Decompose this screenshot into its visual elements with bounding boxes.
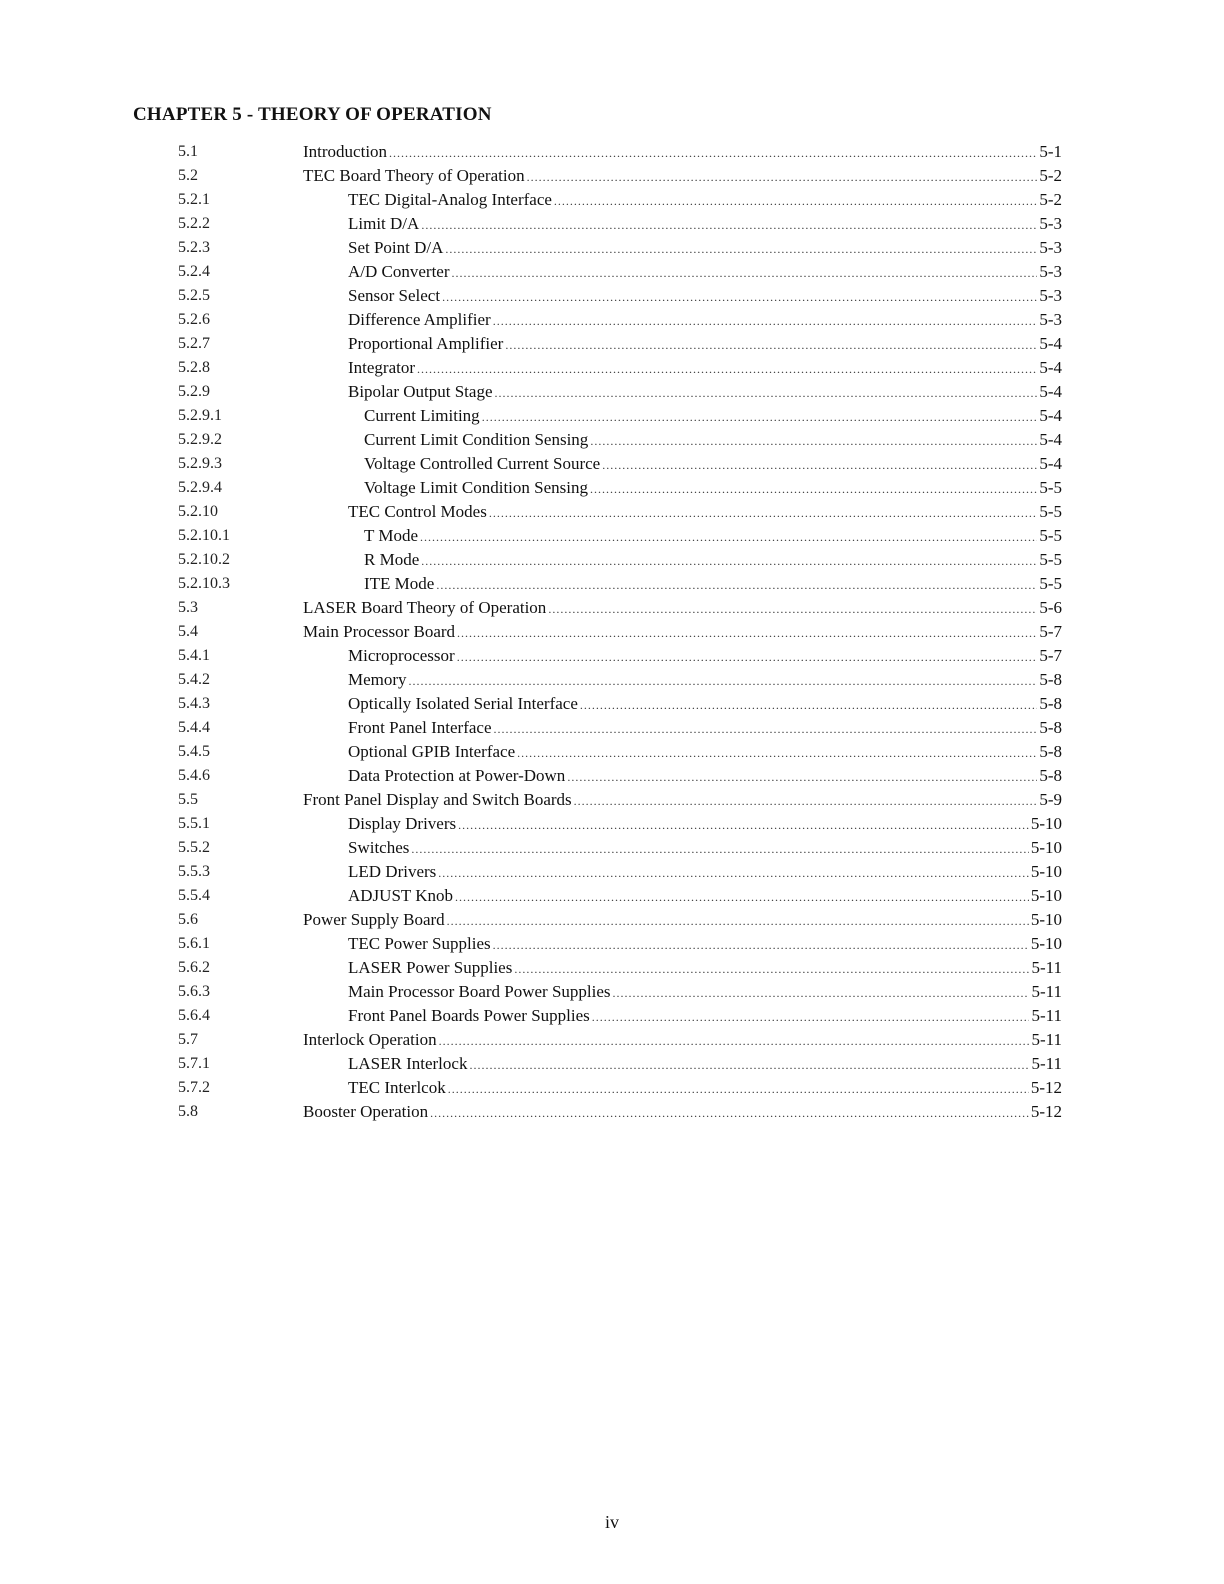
toc-entry-title: Difference Amplifier bbox=[348, 310, 491, 329]
toc-entry-number: 5.2.10.2 bbox=[178, 551, 230, 568]
toc-entry-line bbox=[303, 620, 1062, 645]
toc-entry-page: 5-1 bbox=[1039, 142, 1062, 161]
toc-entry-number: 5.1 bbox=[178, 143, 198, 160]
toc-entry-number: 5.5.4 bbox=[178, 887, 210, 904]
toc-entry bbox=[178, 1076, 1062, 1100]
toc-entry bbox=[178, 284, 1062, 308]
toc-entry-page: 5-11 bbox=[1031, 982, 1062, 1001]
toc-entry-line bbox=[364, 428, 1062, 453]
toc-entry bbox=[178, 932, 1062, 956]
dot-leader bbox=[493, 309, 1038, 333]
toc-entry-page: 5-4 bbox=[1039, 454, 1062, 473]
dot-leader bbox=[574, 789, 1038, 813]
toc-entry-line bbox=[348, 980, 1062, 1005]
toc-entry-number: 5.4 bbox=[178, 623, 198, 640]
toc-entry-number: 5.5.3 bbox=[178, 863, 210, 880]
toc-entry-page: 5-8 bbox=[1039, 718, 1062, 737]
toc-entry bbox=[178, 644, 1062, 668]
toc-entry-title: Limit D/A bbox=[348, 214, 420, 233]
toc-entry bbox=[178, 1100, 1062, 1124]
toc-entry-number: 5.2.9.1 bbox=[178, 407, 222, 424]
dot-leader bbox=[548, 597, 1037, 621]
toc-entry-page: 5-5 bbox=[1039, 526, 1062, 545]
toc-entry-title: TEC Power Supplies bbox=[348, 934, 491, 953]
toc-entry-line bbox=[348, 764, 1062, 789]
toc-entry-page: 5-3 bbox=[1039, 214, 1062, 233]
dot-leader bbox=[447, 909, 1029, 933]
toc-entry-number: 5.4.6 bbox=[178, 767, 210, 784]
toc-entry bbox=[178, 1004, 1062, 1028]
toc-entry-number: 5.2.3 bbox=[178, 239, 210, 256]
toc-entry-page: 5-12 bbox=[1030, 1102, 1062, 1121]
toc-entry-title: Voltage Controlled Current Source bbox=[364, 454, 601, 473]
dot-leader bbox=[420, 525, 1037, 549]
toc-entry-title: Integrator bbox=[348, 358, 416, 377]
toc-entry-title: Current Limit Condition Sensing bbox=[364, 430, 589, 449]
dot-leader bbox=[421, 549, 1037, 573]
toc-entry-number: 5.2.9.2 bbox=[178, 431, 222, 448]
toc-entry-title: TEC Interlcok bbox=[348, 1078, 446, 1097]
toc-entry-line bbox=[348, 380, 1062, 405]
toc-entry-number: 5.2.9.3 bbox=[178, 455, 222, 472]
toc-entry-page: 5-6 bbox=[1039, 598, 1062, 617]
toc-entry-page: 5-10 bbox=[1030, 910, 1062, 929]
toc-entry bbox=[178, 908, 1062, 932]
toc-entry bbox=[178, 140, 1062, 164]
toc-entry-title: ADJUST Knob bbox=[348, 886, 454, 905]
toc-entry-line bbox=[348, 332, 1062, 357]
toc-entry-title: Set Point D/A bbox=[348, 238, 444, 257]
toc-entry bbox=[178, 668, 1062, 692]
toc-entry-number: 5.4.1 bbox=[178, 647, 210, 664]
toc-entry-title: Switches bbox=[348, 838, 410, 857]
toc-entry bbox=[178, 596, 1062, 620]
toc-entry bbox=[178, 620, 1062, 644]
toc-entry-line bbox=[348, 260, 1062, 285]
dot-leader bbox=[489, 501, 1037, 525]
dot-leader bbox=[494, 717, 1038, 741]
toc-entry-page: 5-4 bbox=[1039, 382, 1062, 401]
toc-entry bbox=[178, 476, 1062, 500]
toc-entry-line bbox=[348, 308, 1062, 333]
dot-leader bbox=[554, 189, 1037, 213]
dot-leader bbox=[493, 933, 1029, 957]
toc-entry-line bbox=[348, 740, 1062, 765]
dot-leader bbox=[438, 861, 1029, 885]
toc-entry-number: 5.2.10.1 bbox=[178, 527, 230, 544]
toc-entry-title: Front Panel Boards Power Supplies bbox=[348, 1006, 590, 1025]
toc-entry-number: 5.4.5 bbox=[178, 743, 210, 760]
toc-entry-title: Booster Operation bbox=[303, 1102, 429, 1121]
toc-entry bbox=[178, 764, 1062, 788]
toc-entry-line bbox=[303, 908, 1062, 933]
toc-entry bbox=[178, 548, 1062, 572]
toc-entry-page: 5-7 bbox=[1039, 646, 1062, 665]
toc-entry-page: 5-10 bbox=[1030, 838, 1062, 857]
toc-entry-number: 5.2.9.4 bbox=[178, 479, 222, 496]
toc-entry-number: 5.2.10.3 bbox=[178, 575, 230, 592]
toc-entry-line bbox=[348, 668, 1062, 693]
dot-leader bbox=[389, 141, 1037, 165]
toc-entry-title: Display Drivers bbox=[348, 814, 457, 833]
toc-entry-number: 5.2.1 bbox=[178, 191, 210, 208]
toc-entry-number: 5.6.3 bbox=[178, 983, 210, 1000]
toc-entry-title: LASER Board Theory of Operation bbox=[303, 598, 547, 617]
toc-entry-page: 5-3 bbox=[1039, 310, 1062, 329]
toc-entry-page: 5-9 bbox=[1039, 790, 1062, 809]
toc-entry-line bbox=[303, 1100, 1062, 1125]
toc-entry-line bbox=[348, 1052, 1062, 1077]
dot-leader bbox=[482, 405, 1038, 429]
toc-entry-page: 5-11 bbox=[1031, 1054, 1062, 1073]
toc-entry-title: Memory bbox=[348, 670, 407, 689]
toc-entry-title: Optional GPIB Interface bbox=[348, 742, 516, 761]
toc-entry-number: 5.8 bbox=[178, 1103, 198, 1120]
toc-entry-line bbox=[348, 836, 1062, 861]
dot-leader bbox=[457, 645, 1038, 669]
toc-entry bbox=[178, 308, 1062, 332]
toc-entry-line bbox=[303, 788, 1062, 813]
toc-entry-number: 5.2.8 bbox=[178, 359, 210, 376]
toc-entry-number: 5.2.10 bbox=[178, 503, 218, 520]
dot-leader bbox=[430, 1101, 1029, 1125]
toc-entry-number: 5.4.4 bbox=[178, 719, 210, 736]
toc-entry-title: Microprocessor bbox=[348, 646, 455, 665]
toc-entry bbox=[178, 740, 1062, 764]
toc-entry-title: Interlock Operation bbox=[303, 1030, 437, 1049]
toc-entry bbox=[178, 236, 1062, 260]
toc-entry bbox=[178, 884, 1062, 908]
toc-entry-number: 5.6.2 bbox=[178, 959, 210, 976]
toc-entry bbox=[178, 452, 1062, 476]
toc-entry-number: 5.5 bbox=[178, 791, 198, 808]
toc-entry-line bbox=[364, 572, 1062, 597]
toc-entry-line bbox=[303, 1028, 1062, 1053]
toc-entry-line bbox=[348, 812, 1062, 837]
toc-entry-page: 5-4 bbox=[1039, 406, 1062, 425]
toc-entry bbox=[178, 428, 1062, 452]
toc-entry-number: 5.2.4 bbox=[178, 263, 210, 280]
toc-entry bbox=[178, 164, 1062, 188]
toc-entry bbox=[178, 356, 1062, 380]
toc-entry-page: 5-7 bbox=[1039, 622, 1062, 641]
dot-leader bbox=[439, 1029, 1030, 1053]
toc-entry-title: Data Protection at Power-Down bbox=[348, 766, 566, 785]
toc-entry bbox=[178, 1052, 1062, 1076]
toc-entry-page: 5-8 bbox=[1039, 670, 1062, 689]
dot-leader bbox=[592, 1005, 1030, 1029]
toc-entry-line bbox=[348, 500, 1062, 525]
toc-entry-page: 5-4 bbox=[1039, 430, 1062, 449]
dot-leader bbox=[448, 1077, 1029, 1101]
toc-entry-number: 5.2 bbox=[178, 167, 198, 184]
toc-entry-number: 5.6.4 bbox=[178, 1007, 210, 1024]
toc-entry bbox=[178, 1028, 1062, 1052]
toc-entry-title: Power Supply Board bbox=[303, 910, 445, 929]
toc-entry bbox=[178, 500, 1062, 524]
toc-entry-page: 5-11 bbox=[1031, 1006, 1062, 1025]
toc-entry-page: 5-2 bbox=[1039, 190, 1062, 209]
toc-entry bbox=[178, 716, 1062, 740]
toc-entry-page: 5-11 bbox=[1031, 958, 1062, 977]
toc-entry-line bbox=[348, 884, 1062, 909]
toc-entry-title: Optically Isolated Serial Interface bbox=[348, 694, 578, 713]
toc-entry-page: 5-8 bbox=[1039, 694, 1062, 713]
toc-entry-page: 5-10 bbox=[1030, 934, 1062, 953]
toc-entry-title: TEC Control Modes bbox=[348, 502, 487, 521]
toc-entry-title: Introduction bbox=[303, 142, 388, 161]
toc-entry-number: 5.7 bbox=[178, 1031, 198, 1048]
toc-entry-line bbox=[364, 404, 1062, 429]
dot-leader bbox=[494, 381, 1037, 405]
toc-entry-title: Current Limiting bbox=[364, 406, 480, 425]
toc-entry-page: 5-10 bbox=[1030, 886, 1062, 905]
toc-entry-page: 5-11 bbox=[1031, 1030, 1062, 1049]
toc-entry-number: 5.4.2 bbox=[178, 671, 210, 688]
toc-entry-line bbox=[348, 284, 1062, 309]
toc-entry-line bbox=[348, 212, 1062, 237]
dot-leader bbox=[514, 957, 1029, 981]
toc-entry-title: LED Drivers bbox=[348, 862, 437, 881]
toc-entry-page: 5-10 bbox=[1030, 814, 1062, 833]
toc-entry-title: Proportional Amplifier bbox=[348, 334, 504, 353]
toc-entry-title: TEC Digital-Analog Interface bbox=[348, 190, 552, 209]
toc-entry-title: R Mode bbox=[364, 550, 420, 569]
toc-entry-title: Voltage Limit Condition Sensing bbox=[364, 478, 588, 497]
toc-entry bbox=[178, 980, 1062, 1004]
toc-entry-page: 5-4 bbox=[1039, 358, 1062, 377]
table-of-contents bbox=[178, 140, 1062, 1124]
dot-leader bbox=[458, 813, 1029, 837]
toc-entry-line bbox=[348, 932, 1062, 957]
toc-entry-number: 5.2.9 bbox=[178, 383, 210, 400]
toc-entry-number: 5.4.3 bbox=[178, 695, 210, 712]
toc-entry-page: 5-2 bbox=[1039, 166, 1062, 185]
toc-entry-line bbox=[348, 956, 1062, 981]
toc-entry-number: 5.7.2 bbox=[178, 1079, 210, 1096]
chapter-heading: CHAPTER 5 - THEORY OF OPERATION bbox=[133, 104, 492, 125]
toc-entry-title: Front Panel Display and Switch Boards bbox=[303, 790, 572, 809]
toc-entry-number: 5.5.1 bbox=[178, 815, 210, 832]
toc-entry bbox=[178, 212, 1062, 236]
toc-entry-line bbox=[348, 356, 1062, 381]
dot-leader bbox=[517, 741, 1037, 765]
toc-entry bbox=[178, 260, 1062, 284]
toc-entry bbox=[178, 572, 1062, 596]
dot-leader bbox=[602, 453, 1037, 477]
toc-entry-page: 5-8 bbox=[1039, 742, 1062, 761]
dot-leader bbox=[457, 621, 1037, 645]
dot-leader bbox=[580, 693, 1037, 717]
toc-entry-page: 5-3 bbox=[1039, 262, 1062, 281]
toc-entry-page: 5-3 bbox=[1039, 238, 1062, 257]
toc-entry bbox=[178, 836, 1062, 860]
toc-entry-page: 5-5 bbox=[1039, 550, 1062, 569]
toc-entry-line bbox=[348, 1076, 1062, 1101]
dot-leader bbox=[527, 165, 1038, 189]
toc-entry-title: Sensor Select bbox=[348, 286, 441, 305]
toc-entry-title: T Mode bbox=[364, 526, 418, 545]
toc-entry-line bbox=[303, 596, 1062, 621]
dot-leader bbox=[505, 333, 1037, 357]
toc-entry-line bbox=[303, 164, 1062, 189]
toc-entry-line bbox=[364, 548, 1062, 573]
toc-entry-title: A/D Converter bbox=[348, 262, 450, 281]
toc-entry-number: 5.5.2 bbox=[178, 839, 210, 856]
dot-leader bbox=[417, 357, 1037, 381]
dot-leader bbox=[421, 213, 1037, 237]
toc-entry-line bbox=[348, 716, 1062, 741]
toc-entry bbox=[178, 404, 1062, 428]
dot-leader bbox=[613, 981, 1030, 1005]
toc-entry-page: 5-4 bbox=[1039, 334, 1062, 353]
toc-entry-page: 5-3 bbox=[1039, 286, 1062, 305]
toc-entry-line bbox=[348, 188, 1062, 213]
toc-entry-line bbox=[348, 860, 1062, 885]
toc-entry-line bbox=[303, 140, 1062, 165]
toc-entry-line bbox=[348, 692, 1062, 717]
toc-entry-page: 5-12 bbox=[1030, 1078, 1062, 1097]
toc-entry bbox=[178, 380, 1062, 404]
dot-leader bbox=[411, 837, 1028, 861]
toc-entry-title: Main Processor Board bbox=[303, 622, 456, 641]
dot-leader bbox=[590, 477, 1037, 501]
toc-entry-number: 5.2.2 bbox=[178, 215, 210, 232]
toc-entry bbox=[178, 692, 1062, 716]
toc-entry-number: 5.7.1 bbox=[178, 1055, 210, 1072]
toc-entry bbox=[178, 956, 1062, 980]
dot-leader bbox=[409, 669, 1038, 693]
toc-entry bbox=[178, 188, 1062, 212]
toc-entry-number: 5.6 bbox=[178, 911, 198, 928]
dot-leader bbox=[442, 285, 1037, 309]
toc-entry-number: 5.2.6 bbox=[178, 311, 210, 328]
toc-entry bbox=[178, 860, 1062, 884]
dot-leader bbox=[445, 237, 1037, 261]
dot-leader bbox=[455, 885, 1029, 909]
toc-entry-page: 5-5 bbox=[1039, 574, 1062, 593]
toc-entry-number: 5.2.5 bbox=[178, 287, 210, 304]
toc-entry-line bbox=[364, 524, 1062, 549]
toc-entry-title: LASER Power Supplies bbox=[348, 958, 513, 977]
toc-entry-line bbox=[348, 644, 1062, 669]
toc-entry-title: Main Processor Board Power Supplies bbox=[348, 982, 611, 1001]
toc-entry-title: LASER Interlock bbox=[348, 1054, 468, 1073]
toc-entry bbox=[178, 332, 1062, 356]
toc-entry bbox=[178, 788, 1062, 812]
toc-entry-page: 5-10 bbox=[1030, 862, 1062, 881]
page-number: iv bbox=[604, 1512, 619, 1532]
toc-entry-line bbox=[348, 236, 1062, 261]
dot-leader bbox=[436, 573, 1037, 597]
toc-entry-page: 5-5 bbox=[1039, 478, 1062, 497]
toc-entry-title: ITE Mode bbox=[364, 574, 435, 593]
dot-leader bbox=[590, 429, 1037, 453]
dot-leader bbox=[567, 765, 1037, 789]
toc-entry-page: 5-5 bbox=[1039, 502, 1062, 521]
toc-entry-title: Front Panel Interface bbox=[348, 718, 492, 737]
toc-entry-line bbox=[364, 476, 1062, 501]
toc-entry-title: Bipolar Output Stage bbox=[348, 382, 493, 401]
toc-entry-number: 5.3 bbox=[178, 599, 198, 616]
toc-entry-title: TEC Board Theory of Operation bbox=[303, 166, 525, 185]
toc-entry-line bbox=[364, 452, 1062, 477]
toc-entry-line bbox=[348, 1004, 1062, 1029]
toc-entry bbox=[178, 812, 1062, 836]
dot-leader bbox=[452, 261, 1038, 285]
toc-entry bbox=[178, 524, 1062, 548]
dot-leader bbox=[469, 1053, 1029, 1077]
toc-entry-number: 5.2.7 bbox=[178, 335, 210, 352]
toc-entry-number: 5.6.1 bbox=[178, 935, 210, 952]
toc-entry-page: 5-8 bbox=[1039, 766, 1062, 785]
